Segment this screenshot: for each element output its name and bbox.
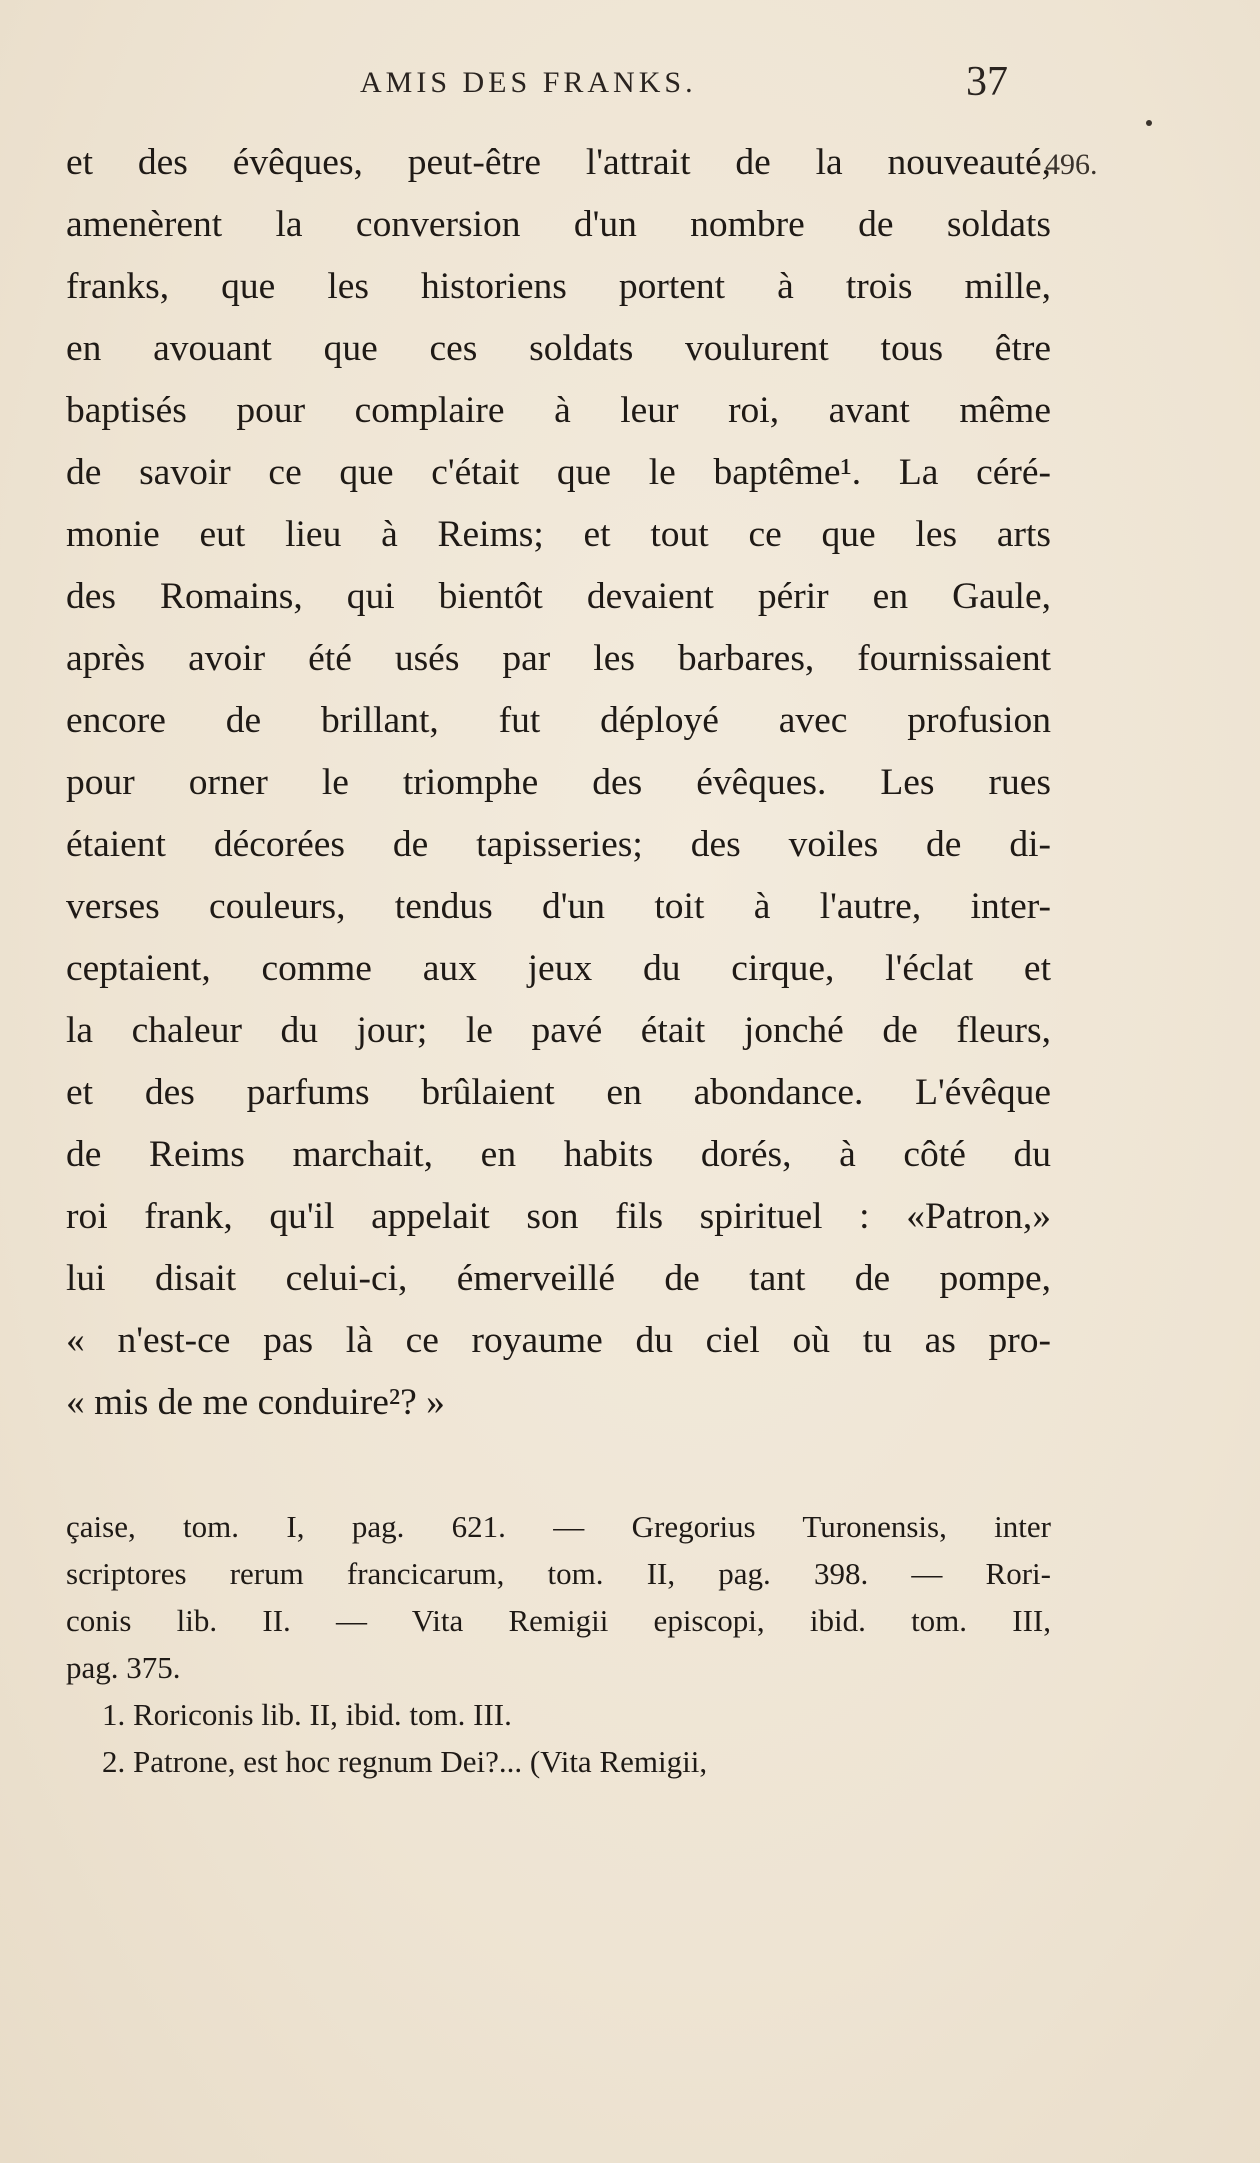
text-line: baptisés pour complaire à leur roi, avant même (66, 390, 1051, 431)
text-line: ceptaient, comme aux jeux du cirque, l'éclat et (66, 948, 1051, 989)
ink-speck (1146, 120, 1152, 126)
text-line: après avoir été usés par les barbares, fournissaient (66, 638, 1051, 679)
margin-year-note: 496. (1045, 148, 1098, 181)
text-line: verses couleurs, tendus d'un toit à l'autre, inter- (66, 886, 1051, 927)
running-title: AMIS DES FRANKS. (360, 66, 697, 99)
text-line: pour orner le triomphe des évêques. Les rues (66, 762, 1051, 803)
text-line: de Reims marchait, en habits dorés, à côté du (66, 1134, 1051, 1175)
footnote-line: conis lib. II. — Vita Remigii episcopi, ibid. tom. III, (66, 1603, 1051, 1638)
text-line: franks, que les historiens portent à trois mille, (66, 266, 1051, 307)
text-line: roi frank, qu'il appelait son fils spirituel : «Patron,» (66, 1196, 1051, 1237)
footnote-line: çaise, tom. I, pag. 621. — Gregorius Turonensis, inter (66, 1509, 1051, 1544)
text-line: encore de brillant, fut déployé avec profusion (66, 700, 1051, 741)
footnote-2: 2. Patrone, est hoc regnum Dei?... (Vita Remigii, (102, 1744, 708, 1779)
footnotes (66, 1503, 1051, 1785)
footnote-1: 1. Roriconis lib. II, ibid. tom. III. (102, 1697, 512, 1732)
text-line: amenèrent la conversion d'un nombre de soldats (66, 204, 1051, 245)
text-line: la chaleur du jour; le pavé était jonché de fleurs, (66, 1010, 1051, 1051)
text-line: étaient décorées de tapisseries; des voiles de di- (66, 824, 1051, 865)
text-line: et des parfums brûlaient en abondance. L'évêque (66, 1072, 1051, 1113)
text-line: « mis de me conduire²? » (66, 1382, 445, 1423)
footnote-line: pag. 375. (66, 1650, 181, 1685)
text-line: en avouant que ces soldats voulurent tous être (66, 328, 1051, 369)
text-line: lui disait celui-ci, émerveillé de tant de pompe, (66, 1258, 1051, 1299)
footnote-line: scriptores rerum francicarum, tom. II, pag. 398. — Rori- (66, 1556, 1051, 1591)
text-line: « n'est-ce pas là ce royaume du ciel où tu as pro- (66, 1320, 1051, 1361)
main-text-block (66, 132, 1051, 1434)
text-line: des Romains, qui bientôt devaient périr en Gaule, (66, 576, 1051, 617)
page-number: 37 (966, 59, 1008, 105)
text-line: de savoir ce que c'était que le baptême¹. La céré- (66, 452, 1051, 493)
text-line: monie eut lieu à Reims; et tout ce que les arts (66, 514, 1051, 555)
text-line: et des évêques, peut-être l'attrait de la nouveauté, (66, 142, 1051, 183)
